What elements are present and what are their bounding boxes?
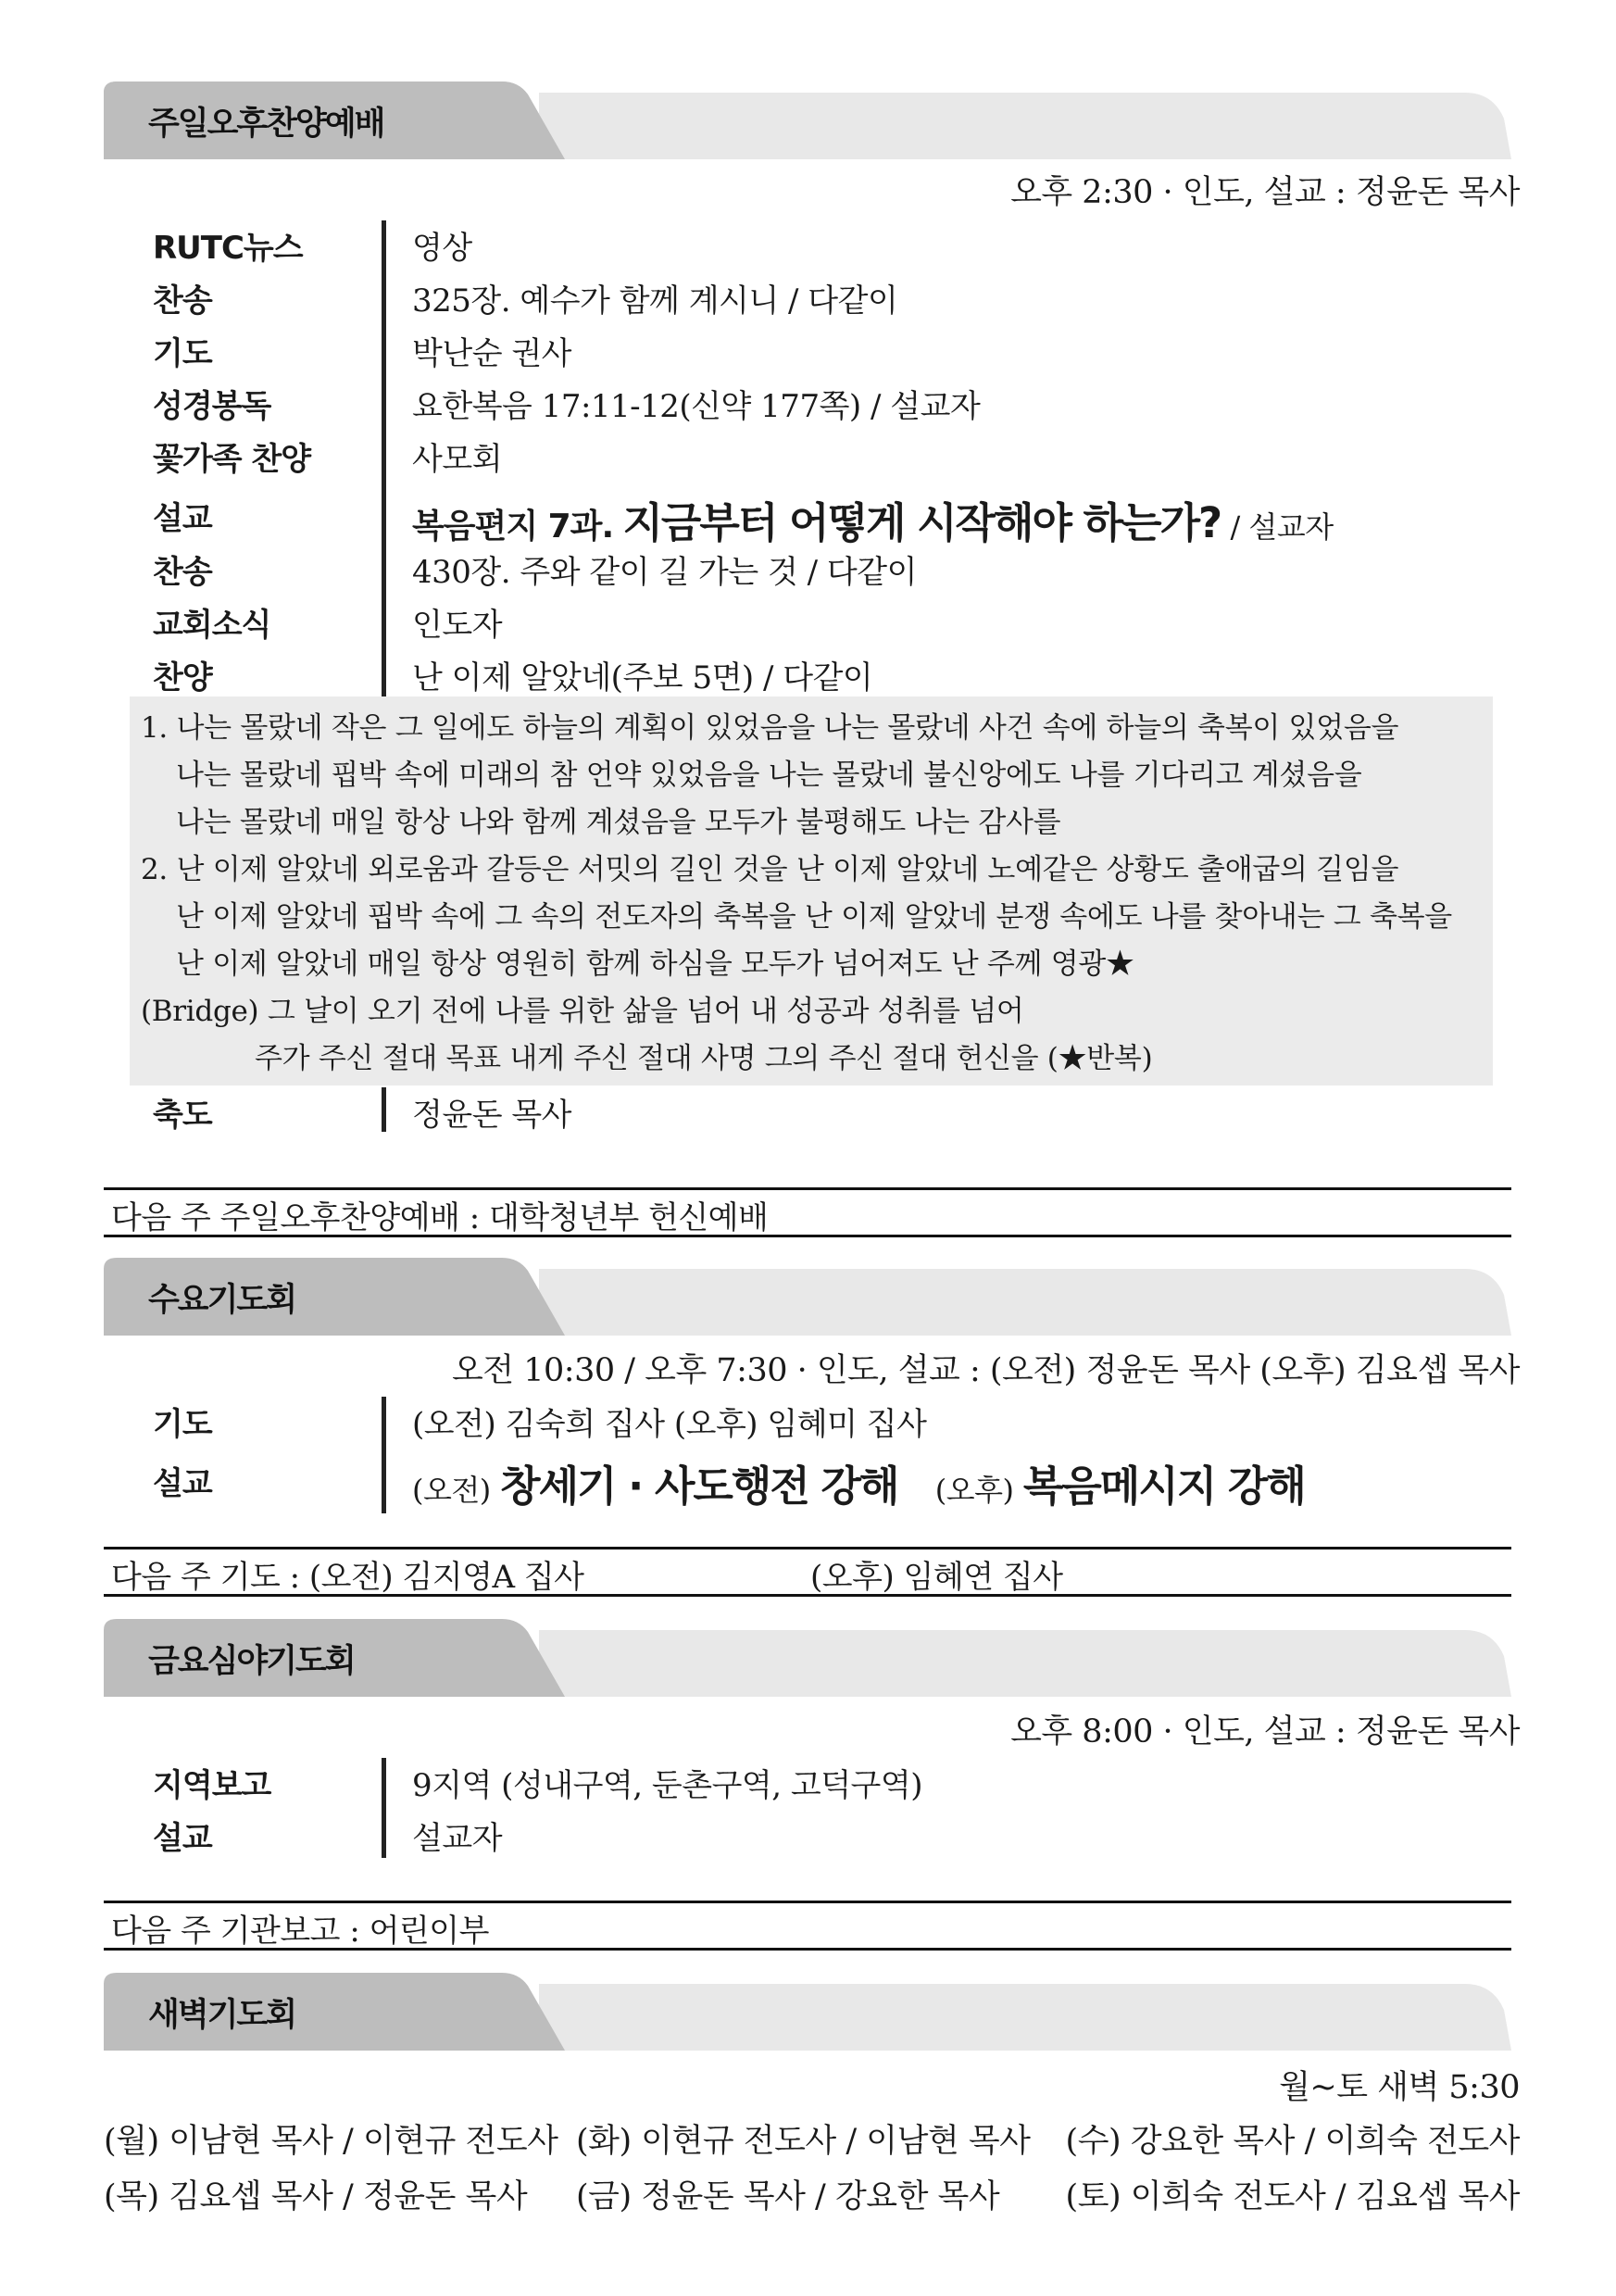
- program-label: 설교: [153, 500, 212, 537]
- next-week-prayer-pm: (오후) 임혜연 집사: [810, 1559, 1063, 1596]
- program-label: 설교: [153, 1465, 212, 1502]
- sermon-main-title: 지금부터 어떻게 시작해야 하는가?: [622, 498, 1221, 547]
- program-value: 430장. 주와 같이 길 가는 것 / 다같이: [412, 554, 917, 591]
- divider-line: [382, 1758, 386, 1858]
- dawn-schedule-mon: (월) 이남현 목사 / 이현규 전도사: [104, 2123, 558, 2160]
- lyric-line: 주가 주신 절대 목표 내게 주신 절대 사명 그의 주신 절대 헌신을 (★반복): [255, 1042, 1153, 1075]
- am-tag: (오전): [412, 1473, 491, 1508]
- pm-sermon-title: 복음메시지 강해: [1022, 1462, 1305, 1511]
- lyric-line: 나는 몰랐네 매일 항상 나와 함께 계셨음을 모두가 불평해도 나는 감사를: [176, 806, 1061, 839]
- program-label: 찬송: [153, 554, 212, 591]
- divider-line: [382, 1397, 386, 1513]
- program-value: 9지역 (성내구역, 둔촌구역, 고덕구역): [412, 1767, 923, 1804]
- sermon-titles: [412, 1452, 1305, 1512]
- section-tab-shape: [104, 1973, 1511, 2051]
- program-value: 박난순 권사: [412, 335, 572, 372]
- program-label: 기도: [153, 335, 212, 372]
- program-label: 축도: [153, 1097, 212, 1134]
- dawn-schedule-tue: (화) 이현규 전도사 / 이남현 목사: [576, 2123, 1031, 2160]
- service-info: 오후 8:00 · 인도, 설교 : 정윤돈 목사: [1010, 1713, 1520, 1750]
- program-label: 찬송: [153, 282, 212, 320]
- section-title: 주일오후찬양예배: [148, 106, 384, 143]
- next-week-notice: [104, 1187, 1511, 1237]
- section-title: 새벽기도회: [148, 1997, 296, 2034]
- next-week-text: 다음 주 주일오후찬양예배 : 대학청년부 헌신예배: [111, 1199, 769, 1236]
- next-week-notice: [104, 1547, 1511, 1597]
- program-value: 요한복음 17:11-12(신약 177쪽) / 설교자: [412, 388, 981, 425]
- section-header-sunday: [104, 82, 1511, 159]
- sermon-title: [412, 489, 1334, 549]
- next-week-text: 다음 주 기관보고 : 어린이부: [111, 1913, 489, 1950]
- program-value: (오전) 김숙희 집사 (오후) 임혜미 집사: [412, 1406, 927, 1443]
- program-label: 꽃가족 찬양: [153, 441, 311, 478]
- program-value: 325장. 예수가 함께 계시니 / 다같이: [412, 282, 898, 320]
- next-week-notice: [104, 1901, 1511, 1951]
- section-header-friday: [104, 1619, 1511, 1697]
- next-week-prayer-am: 다음 주 기도 : (오전) 김지영A 집사: [111, 1559, 584, 1596]
- lyric-line: 2. 난 이제 알았네 외로움과 갈등은 서밋의 길인 것을 난 이제 알았네 노예같은 상황도 출애굽의 길임을: [141, 853, 1399, 886]
- lyrics-box: [130, 696, 1493, 1085]
- dawn-schedule-sat: (토) 이희숙 전도사 / 김요셉 목사: [1065, 2178, 1520, 2215]
- lyric-line: 나는 몰랐네 핍박 속에 미래의 참 언약 있었음을 나는 몰랐네 불신앙에도 나를 기다리고 계셨음을: [176, 759, 1362, 792]
- lyric-line: 1. 나는 몰랐네 작은 그 일에도 하늘의 계획이 있었음을 나는 몰랐네 사건 속에 하늘의 축복이 있었음을: [141, 711, 1399, 745]
- program-value: 정윤돈 목사: [412, 1097, 572, 1134]
- section-title: 금요심야기도회: [148, 1643, 355, 1680]
- lyric-line: 난 이제 알았네 매일 항상 영원히 함께 하심을 모두가 넘어져도 난 주께 영광★: [176, 947, 1134, 981]
- lyric-line: 난 이제 알았네 핍박 속에 그 속의 전도자의 축복을 난 이제 알았네 분쟁 속에도 나를 찾아내는 그 축복을: [176, 900, 1452, 934]
- section-title: 수요기도회: [148, 1282, 296, 1319]
- program-value: 난 이제 알았네(주보 5면) / 다같이: [412, 659, 873, 696]
- sermon-speaker: / 설교자: [1230, 509, 1334, 545]
- divider-line: [382, 220, 386, 702]
- divider-line: [382, 1087, 386, 1132]
- service-info: 오전 10:30 / 오후 7:30 · 인도, 설교 : (오전) 정윤돈 목사 (오후) 김요셉 목사: [452, 1352, 1520, 1389]
- program-label: 성경봉독: [153, 388, 271, 425]
- program-value: 사모회: [412, 441, 503, 478]
- section-tab-shape: [104, 1258, 1511, 1336]
- program-label: 기도: [153, 1406, 212, 1443]
- sermon-lesson: 복음편지 7과.: [412, 508, 614, 546]
- section-header-dawn: [104, 1973, 1511, 2051]
- program-value: 설교자: [412, 1820, 503, 1857]
- dawn-schedule-fri: (금) 정윤돈 목사 / 강요한 목사: [576, 2178, 1000, 2215]
- lyric-line: (Bridge) 그 날이 오기 전에 나를 위한 삶을 넘어 내 성공과 성취를 넘어: [141, 995, 1024, 1028]
- program-label: 교회소식: [153, 607, 271, 644]
- program-value: 영상: [412, 230, 472, 267]
- am-sermon-title: 창세기 · 사도행전 강해: [500, 1462, 898, 1511]
- service-info: 월~토 새벽 5:30: [1279, 2069, 1520, 2106]
- pm-tag: (오후): [934, 1473, 1014, 1508]
- program-value: 인도자: [412, 607, 503, 644]
- program-label: 설교: [153, 1820, 212, 1857]
- dawn-schedule-thu: (목) 김요셉 목사 / 정윤돈 목사: [104, 2178, 528, 2215]
- dawn-schedule-wed: (수) 강요한 목사 / 이희숙 전도사: [1065, 2123, 1520, 2160]
- program-label: 찬양: [153, 659, 212, 696]
- service-info: 오후 2:30 · 인도, 설교 : 정윤돈 목사: [1010, 174, 1520, 211]
- program-label: RUTC뉴스: [153, 230, 303, 267]
- section-header-wednesday: [104, 1258, 1511, 1336]
- program-label: 지역보고: [153, 1767, 271, 1804]
